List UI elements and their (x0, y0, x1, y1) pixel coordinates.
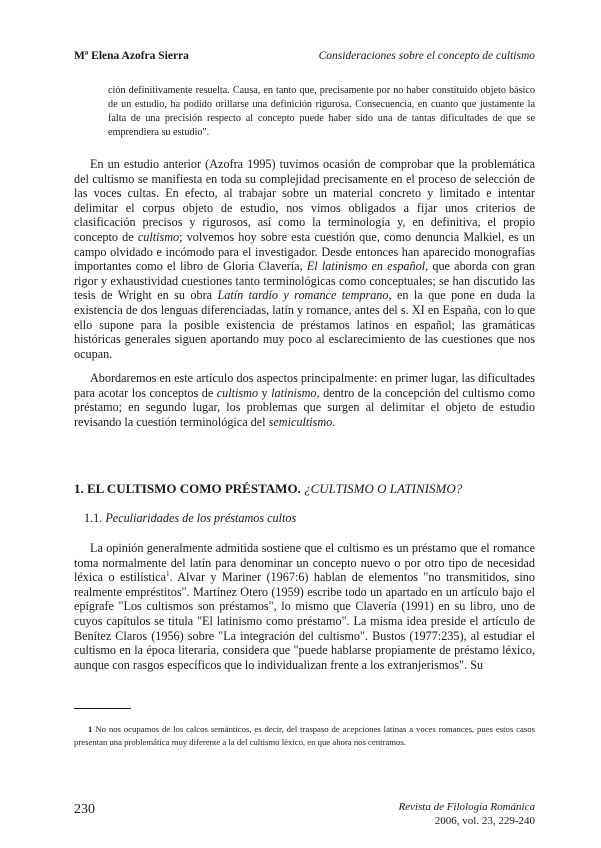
running-header-author: Mª Elena Azofra Sierra (74, 50, 189, 62)
journal-volume: 2006, vol. 23, 229-240 (434, 815, 535, 827)
paragraph-loan: La opinión generalmente admitida sostiene que el cultismo es un préstamo que el romance toma normalmente del latín para denominar un concepto nuevo o por otro tipo de necesidad léxica o estilística$^1$. Alvar y Mariner (1967:6) hablan de elementos "no transmitidos, sino realmente empréstitos". Martínez Otero (1959) escribe todo un apartado en un artículo bajo el epígrafe "Los cultismos son préstamos", lo mismo que Clavería (1991) en su libro, uno de cuyos capítulos se titula "El latinismo como préstamo". La misma idea preside el artículo de Benítez Claros (1956) sobre "La integración del cultismo". Bustos (1977:235), al estudiar el cultismo en la época literaria, considera que "puede hablarse propiamente de préstamo léxico, aunque con rasgos específicos que lo individualizan frente a los extranjerismos". Su (74, 541, 535, 672)
journal-info (398, 800, 535, 828)
quote-block: ción definitivamente resuelta. Causa, en tanto que, precisamente por no haber constituido objeto básico de un estudio, ha podido orillarse una definición rigurosa. Consecuencia, en cuanto que justamente la falta de una precisión respecto al concepto puede haber sido una de tantas dificultades de que se emprendiera su estudio". (108, 85, 535, 138)
paragraph-intro: En un estudio anterior (Azofra 1995) tuvimos ocasión de comprobar que la problemática del cultismo se manifiesta en toda su complejidad precisamente en el proceso de selección de las voces cultas. En efecto, al trabajar sobre un material concreto y limitado e intentar delimitar el corpus objeto de estudio, nos vimos obligados a fijar unos criterios de clasificación precisos y rigurosos, así como la terminología y, en definitiva, el propio concepto de cultismo; volvemos hoy sobre esta cuestión que, como denuncia Malkiel, es un campo olvidado e incómodo para el investigador. Desde entonces han aparecido monografías importantes como el libro de Gloria Clavería, El latinismo en español, que aborda con gran rigor y exhaustividad cuestiones tanto terminológicas como conceptuales; se han discutido las tesis de Wright en su obra Latín tardío y romance temprano, en la que pone en duda la existencia de dos lenguas diferenciadas, latín y romance, antes del s. XI en España, con lo que ello supone para la posible existencia de préstamos latinos en español; las gramáticas históricas generales siguen aportando muy poco al esclarecimiento de las cuestiones que nos ocupan. (74, 157, 535, 361)
footnote: 1 No nos ocupamos de los calcos semánticos, es decir, del traspaso de acepciones latinas a voces romances, pues estos casos presentan una problemática muy diferente a la del cultismo léxico, en que ahora nos centramos. (74, 724, 535, 747)
paragraph-aims: Abordaremos en este artículo dos aspectos principalmente: en primer lugar, las dificultades para acotar los conceptos de cultismo y latinismo, dentro de la concepción del cultismo como préstamo; en segundo lugar, los problemas que surgen al delimitar el objeto de estudio revisando la cuestión terminológica del semicultismo. (74, 371, 535, 429)
page-number: 230 (74, 802, 95, 817)
section-heading: 1. EL CULTISMO COMO PRÉSTAMO. ¿CULTISMO O LATINISMO? (74, 481, 463, 496)
footnote-divider (74, 708, 131, 709)
footnote-ref[interactable]: 1 (166, 570, 170, 579)
subsection-heading: 1.1. Peculiaridades de los préstamos cultos (84, 511, 297, 525)
footnote-marker: 1 (88, 724, 93, 734)
running-header-title: Consideraciones sobre el concepto de cultismo (318, 50, 535, 62)
journal-name: Revista de Filología Románica (398, 801, 535, 813)
